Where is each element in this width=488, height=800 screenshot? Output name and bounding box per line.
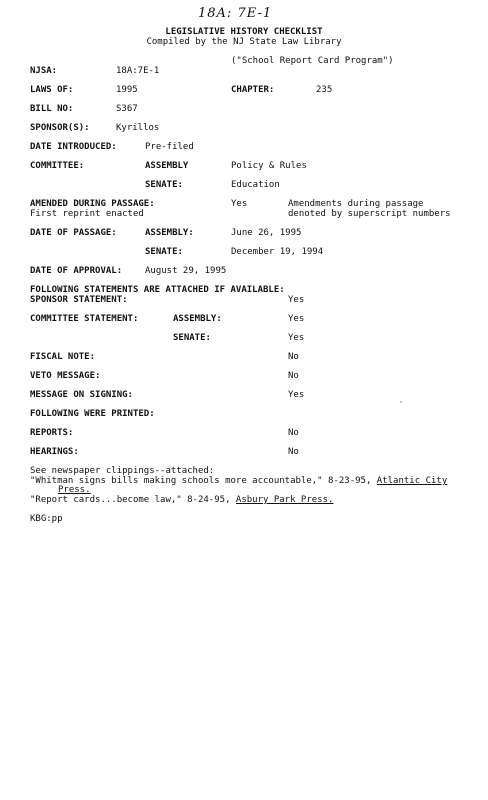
passage-label: DATE OF PASSAGE: bbox=[30, 228, 117, 238]
statements-heading: FOLLOWING STATEMENTS ARE ATTACHED IF AVAILABLE: bbox=[30, 285, 285, 295]
committee-statement-label: COMMITTEE STATEMENT: bbox=[30, 314, 139, 324]
clipping-2-headline: "Report cards...become law," 8-24-95, bbox=[30, 495, 231, 505]
committee-statement-senate-label: SENATE: bbox=[173, 333, 211, 343]
passage-assembly-label: ASSEMBLY: bbox=[145, 228, 194, 238]
document-title: LEGISLATIVE HISTORY CHECKLIST bbox=[165, 27, 323, 37]
approval-date: August 29, 1995 bbox=[145, 266, 227, 276]
committee-senate-label: SENATE: bbox=[145, 180, 183, 190]
passage-assembly-date: June 26, 1995 bbox=[231, 228, 302, 238]
sponsor-statement-label: SPONSOR STATEMENT: bbox=[30, 295, 128, 305]
introduced-label: DATE INTRODUCED: bbox=[30, 142, 117, 152]
committee-assembly-label: ASSEMBLY bbox=[145, 161, 189, 171]
passage-senate-label: SENATE: bbox=[145, 247, 183, 257]
bill-label: BILL NO: bbox=[30, 104, 74, 114]
chapter-label: CHAPTER: bbox=[231, 85, 275, 95]
approval-label: DATE OF APPROVAL: bbox=[30, 266, 123, 276]
scan-speck bbox=[400, 401, 402, 403]
amended-note-line1: Amendments during passage bbox=[288, 199, 424, 209]
hearings-value: No bbox=[288, 447, 299, 457]
first-reprint-note: First reprint enacted bbox=[30, 209, 144, 219]
hearings-label: HEARINGS: bbox=[30, 447, 79, 457]
njsa-label: NJSA: bbox=[30, 66, 58, 76]
clipping-2-source: Asbury Park Press. bbox=[235, 495, 334, 505]
clippings-intro: See newspaper clippings--attached: bbox=[30, 466, 215, 476]
chapter-value: 235 bbox=[316, 85, 333, 95]
bill-value: S367 bbox=[116, 104, 138, 114]
reports-value: No bbox=[288, 428, 299, 438]
sponsor-value: Kyrillos bbox=[116, 123, 160, 133]
introduced-value: Pre-filed bbox=[145, 142, 194, 152]
fiscal-note-label: FISCAL NOTE: bbox=[30, 352, 96, 362]
committee-statement-assembly-value: Yes bbox=[288, 314, 305, 324]
program-name: ("School Report Card Program") bbox=[231, 56, 394, 66]
signing-message-label: MESSAGE ON SIGNING: bbox=[30, 390, 133, 400]
clipping-1-source: Atlantic City bbox=[376, 476, 448, 486]
amended-label: AMENDED DURING PASSAGE: bbox=[30, 199, 155, 209]
amended-note-line2: denoted by superscript numbers bbox=[288, 209, 451, 219]
veto-message-value: No bbox=[288, 371, 299, 381]
committee-senate-value: Education bbox=[231, 180, 280, 190]
sponsor-label: SPONSOR(S): bbox=[30, 123, 90, 133]
laws-label: LAWS OF: bbox=[30, 85, 74, 95]
amended-value: Yes bbox=[231, 199, 248, 209]
njsa-value: 18A:7E-1 bbox=[116, 66, 160, 76]
clipping-1-source-cont: Press. bbox=[58, 485, 91, 495]
handwritten-citation: 18A: 7E-1 bbox=[198, 6, 273, 21]
clipping-1-headline: "Whitman signs bills making schools more accountable," 8-23-95, bbox=[30, 476, 372, 486]
committee-label: COMMITTEE: bbox=[30, 161, 85, 171]
passage-senate-date: December 19, 1994 bbox=[231, 247, 324, 257]
signing-message-value: Yes bbox=[288, 390, 305, 400]
reports-label: REPORTS: bbox=[30, 428, 74, 438]
committee-statement-senate-value: Yes bbox=[288, 333, 305, 343]
sponsor-statement-value: Yes bbox=[288, 295, 305, 305]
printed-heading: FOLLOWING WERE PRINTED: bbox=[30, 409, 155, 419]
committee-assembly-value: Policy & Rules bbox=[231, 161, 307, 171]
clipping-item-2 bbox=[30, 495, 333, 506]
laws-value: 1995 bbox=[116, 85, 138, 95]
clipping-item-1 bbox=[30, 476, 447, 487]
fiscal-note-value: No bbox=[288, 352, 299, 362]
typist-initials: KBG:pp bbox=[30, 514, 63, 524]
committee-statement-assembly-label: ASSEMBLY: bbox=[173, 314, 222, 324]
document-subtitle: Compiled by the NJ State Law Library bbox=[146, 37, 342, 47]
veto-message-label: VETO MESSAGE: bbox=[30, 371, 101, 381]
